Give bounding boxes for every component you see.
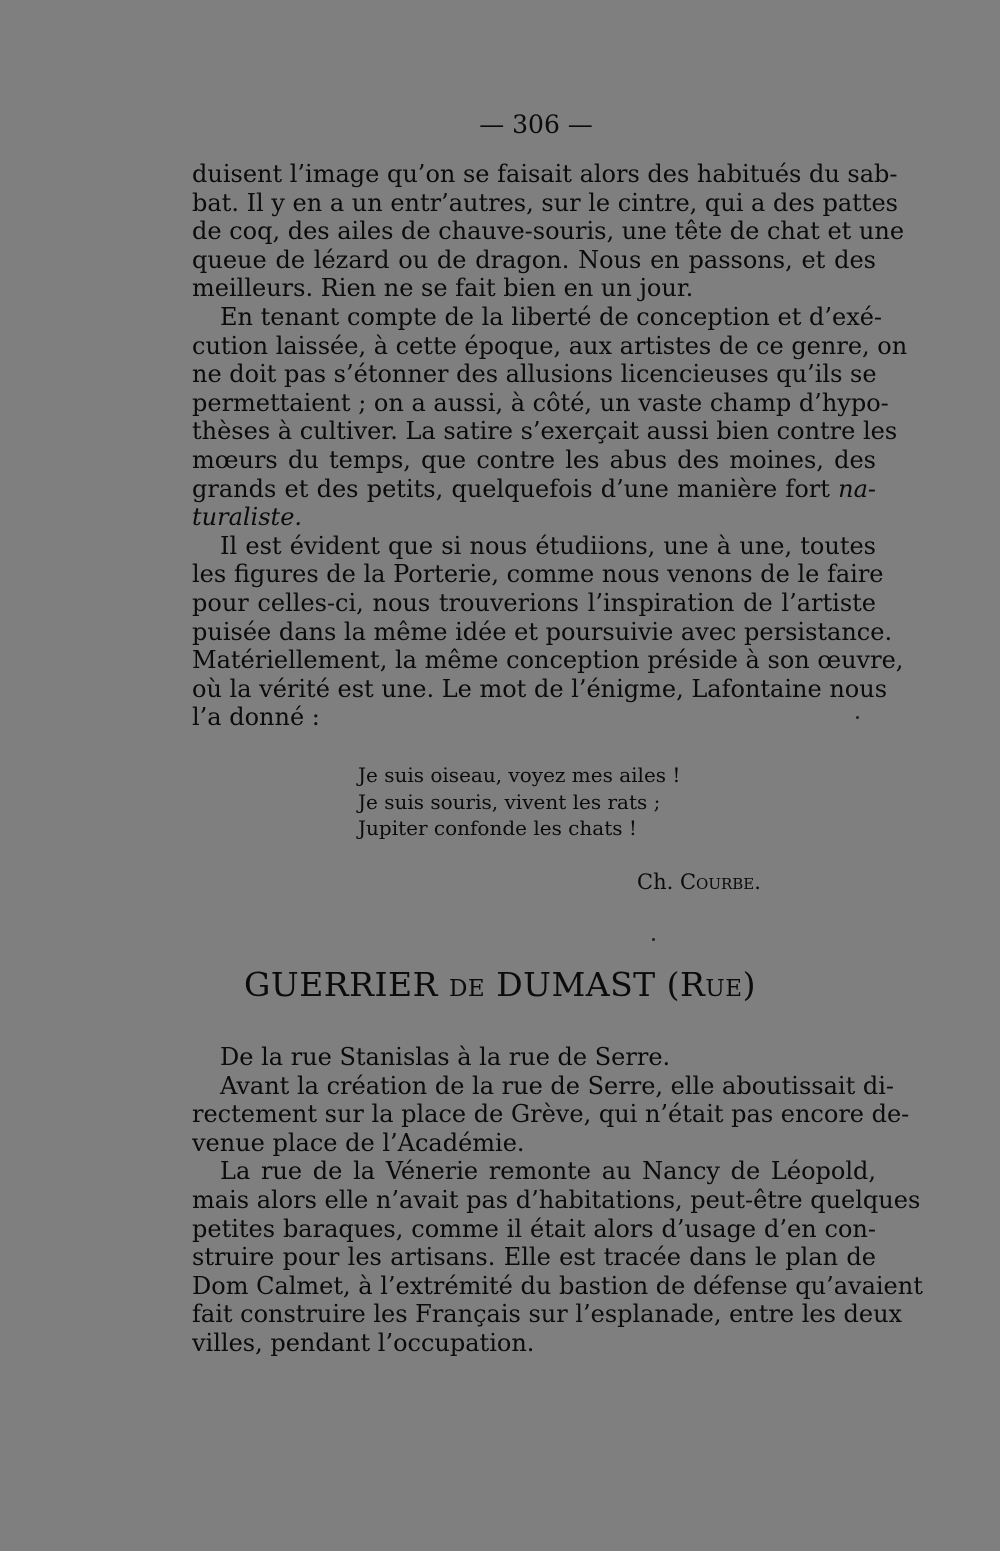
text-line: duisent l’image qu’on se faisait alors des habitués du sab- xyxy=(192,160,898,188)
signature-name: Courbe. xyxy=(679,870,761,894)
heading-word: DUMAST (R xyxy=(496,965,706,1004)
text-line: fait construire les Français sur l’esplanade, entre les deux xyxy=(192,1300,903,1329)
text-line: De la rue Stanislas à la rue de Serre. xyxy=(220,1043,671,1071)
text-line: mais alors elle n’avait pas d’habitations, peut-être quelques xyxy=(192,1186,921,1214)
text-line: Avant la création de la rue de Serre, elle aboutissait di- xyxy=(220,1071,894,1100)
heading-rue: UE xyxy=(705,976,743,1002)
text-line: rectement sur la place de Grève, qui n’était pas encore de- xyxy=(192,1100,910,1129)
verse-line: Je suis souris, vivent les rats ; xyxy=(358,790,661,814)
text-line: cution laissée, à cette époque, aux artistes de ce genre, on xyxy=(192,331,908,360)
text-line: permettaient ; on a aussi, à côté, un vaste champ d’hypo- xyxy=(192,388,889,417)
page-number: — 306 — xyxy=(479,110,593,139)
text-line: En tenant compte de la liberté de conception et d’exé- xyxy=(220,303,883,331)
text-line: pour celles-ci, nous trouverions l’inspiration de l’artiste xyxy=(192,589,876,617)
text-line: thèses à cultiver. La satire s’exerçait aussi bien contre les xyxy=(192,417,898,446)
text-line: mœurs du temps, que contre les abus des moines, des xyxy=(192,446,876,474)
text-line: queue de lézard ou de dragon. Nous en passons, et des xyxy=(192,245,876,274)
text-line: bat. Il y en a un entr’autres, sur le cintre, qui a des pattes xyxy=(192,188,898,217)
text-line: où la vérité est une. Le mot de l’énigme, Lafontaine nous xyxy=(192,674,888,703)
author-signature xyxy=(637,870,761,894)
text-line: Matériellement, la même conception préside à son œuvre, xyxy=(192,646,904,675)
text-line: turaliste. xyxy=(192,503,303,532)
text-line: grands et des petits, quelquefois d’une manière fort na- xyxy=(192,474,876,503)
heading-word: GUERRIER xyxy=(244,965,438,1004)
text-line: meilleurs. Rien ne se fait bien en un jour. xyxy=(192,274,694,303)
text-line: venue place de l’Académie. xyxy=(192,1128,525,1157)
text-line: puisée dans la même idée et poursuivie avec persistance. xyxy=(192,617,893,646)
verse-line: Jupiter confonde les chats ! xyxy=(358,816,637,840)
section-heading xyxy=(0,965,1000,1004)
text-line: La rue de la Vénerie remonte au Nancy de Léopold, xyxy=(220,1157,876,1186)
text-line: petites baraques, comme il était alors d’usage d’en con- xyxy=(192,1214,876,1243)
signature-initial: Ch. xyxy=(637,870,674,894)
text-line: Dom Calmet, à l’extrémité du bastion de défense qu’avaient xyxy=(192,1271,923,1300)
text-line: ne doit pas s’étonner des allusions licencieuses qu’ils se xyxy=(192,360,877,389)
verse-line: Je suis oiseau, voyez mes ailes ! xyxy=(358,763,681,787)
heading-close: ) xyxy=(742,965,756,1004)
text-line: l’a donné : xyxy=(192,703,320,732)
text-line: les figures de la Porterie, comme nous venons de le faire xyxy=(192,560,884,589)
print-speck xyxy=(856,716,859,719)
print-speck xyxy=(652,938,655,941)
text-line: de coq, des ailes de chauve-souris, une tête de chat et une xyxy=(192,217,905,246)
heading-particle: DE xyxy=(448,976,486,1002)
text-line: Il est évident que si nous étudiions, une à une, toutes xyxy=(220,531,876,560)
text-line: struire pour les artisans. Elle est tracée dans le plan de xyxy=(192,1243,876,1272)
text-line: villes, pendant l’occupation. xyxy=(192,1329,535,1357)
